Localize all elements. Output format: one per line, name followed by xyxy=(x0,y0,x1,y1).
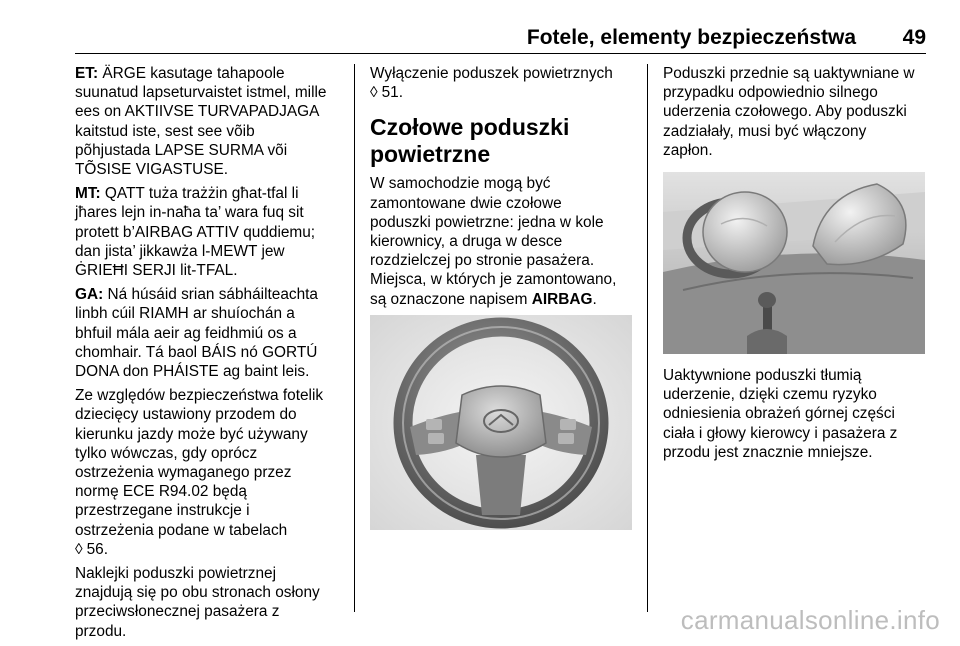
text-line: suunatud lapseturvaistet istmel, mille xyxy=(75,84,327,102)
watermark: carmanualsonline.info xyxy=(680,605,940,635)
text-line: bhfuil mála aeir ag feidhmiú os a xyxy=(75,324,297,342)
page-ref-arrow-icon: ◊ xyxy=(75,540,83,558)
column-3 xyxy=(663,64,925,467)
text-line: odniesienia obrażeń górnej części xyxy=(663,405,895,423)
text-line: uderzenie, dzięki czemu ryzyko xyxy=(663,386,877,404)
paragraph-protection xyxy=(663,366,925,462)
header-title: Fotele, elementy bezpieczeństwa xyxy=(526,26,856,49)
lang-label-et: ET: xyxy=(75,65,99,82)
page-ref-link[interactable]: 51. xyxy=(381,84,404,102)
text-line: przodu jest znacznie mniejsze. xyxy=(663,443,873,461)
text-line: Ná húsáid srian sábháilteachta xyxy=(107,286,318,304)
column-divider-1 xyxy=(354,64,355,612)
text-line: dziecięcy ustawiony przodem do xyxy=(75,406,297,424)
text-line: ostrzeżenia wymaganego przez xyxy=(75,464,292,482)
paragraph-activation xyxy=(663,64,925,160)
column-2 xyxy=(370,64,634,538)
text-line: Wyłączenie poduszek powietrznych xyxy=(370,65,613,82)
text-line: są oznaczone napisem xyxy=(370,290,528,308)
text-line: znajdują się po obu stronach osłony xyxy=(75,584,320,602)
text-line: normę ECE R94.02 będą xyxy=(75,483,247,501)
paragraph-stickers xyxy=(75,564,345,641)
header-rule xyxy=(75,53,926,54)
text-line: poduszki powietrzne: jedna w kole xyxy=(370,213,604,231)
text-line: kaitstud iste, sest see võib xyxy=(75,122,255,140)
text-line: zadziałały, musi być włączony xyxy=(663,122,867,140)
paragraph-child-seat xyxy=(75,386,345,559)
lang-label-mt: MT: xyxy=(75,185,101,203)
paragraph-deactivation xyxy=(370,64,634,102)
text-line: Uaktywnione poduszki tłumią xyxy=(663,367,862,385)
section-title-line: powietrzne xyxy=(370,141,491,168)
steering-wheel-illustration xyxy=(370,315,632,530)
text-line: Naklejki poduszki powietrznej xyxy=(75,565,277,583)
column-divider-2 xyxy=(647,64,648,612)
paragraph-et xyxy=(75,64,345,179)
text-line: rozdzielczej po stronie pasażera. xyxy=(370,252,595,270)
text-line: ÄRGE kasutage tahapoole xyxy=(102,65,285,82)
text-line: kierownicy, a druga w desce xyxy=(370,233,563,251)
text-line: przodu. xyxy=(75,622,127,640)
page-header xyxy=(75,26,926,50)
text-line: Poduszki przednie są uaktywniane w xyxy=(663,65,915,82)
page-ref-arrow-icon: ◊ xyxy=(370,84,378,102)
text-line: protett b’AIRBAG ATTIV quddiemu; xyxy=(75,223,316,241)
text-line: Ze względów bezpieczeństwa fotelik xyxy=(75,387,324,405)
text-line: QATT tuża trażżin għat-tfal li xyxy=(104,185,299,203)
text-line: DONA don PHÁISTE ag baint leis. xyxy=(75,363,310,381)
text-line: ostrzeżenia podane w tabelach xyxy=(75,521,288,539)
text-line: Miejsca, w których je zamontowano, xyxy=(370,271,617,289)
text-line: linbh cúil RIAMH ar shuíochán a xyxy=(75,305,295,323)
column-1 xyxy=(75,64,345,646)
text-line: dan jista’ jikkawża l-MEWT jew xyxy=(75,242,285,260)
paragraph-front-airbags xyxy=(370,174,634,308)
text-line: ciała i głowy kierowcy i pasażera z xyxy=(663,424,898,442)
section-title-line: Czołowe poduszki xyxy=(370,114,570,141)
text-line: przestrzegane instrukcje i xyxy=(75,502,250,520)
paragraph-ga xyxy=(75,285,345,381)
deployed-airbags-illustration xyxy=(663,172,925,354)
text-line: chomhair. Tá baol BÁIS nó GORTÚ xyxy=(75,343,318,361)
text-line: W samochodzie mogą być xyxy=(370,175,551,193)
text-line: tylko wówczas, gdy oprócz xyxy=(75,444,258,462)
text-line: ĠRIEĦI SERJI lit-TFAL. xyxy=(75,262,238,280)
text-line: kierunku jazdy może być używany xyxy=(75,425,308,443)
text-line: jħares lejn in-naħa ta’ wara fuq sit xyxy=(75,204,304,222)
text-line: przypadku odpowiednio silnego xyxy=(663,84,878,102)
text-line: zamontowane dwie czołowe xyxy=(370,194,562,212)
text-line: põhjustada LAPSE SURMA või xyxy=(75,141,288,159)
text-line: przeciwsłonecznej pasażera z xyxy=(75,603,280,621)
text-punct: . xyxy=(592,290,597,308)
text-line: TÕSISE VIGASTUSE. xyxy=(75,161,229,179)
text-line: zapłon. xyxy=(663,141,713,159)
text-line: uderzenia czołowego. Aby poduszki xyxy=(663,103,907,121)
section-title xyxy=(370,114,634,168)
text-line: ees on AKTIIVSE TURVAPADJAGA xyxy=(75,103,320,121)
paragraph-mt xyxy=(75,184,345,280)
page-number: 49 xyxy=(902,26,926,49)
lang-label-ga: GA: xyxy=(75,286,104,304)
airbag-label: AIRBAG xyxy=(531,290,593,308)
page-ref-link[interactable]: 56. xyxy=(86,540,109,558)
